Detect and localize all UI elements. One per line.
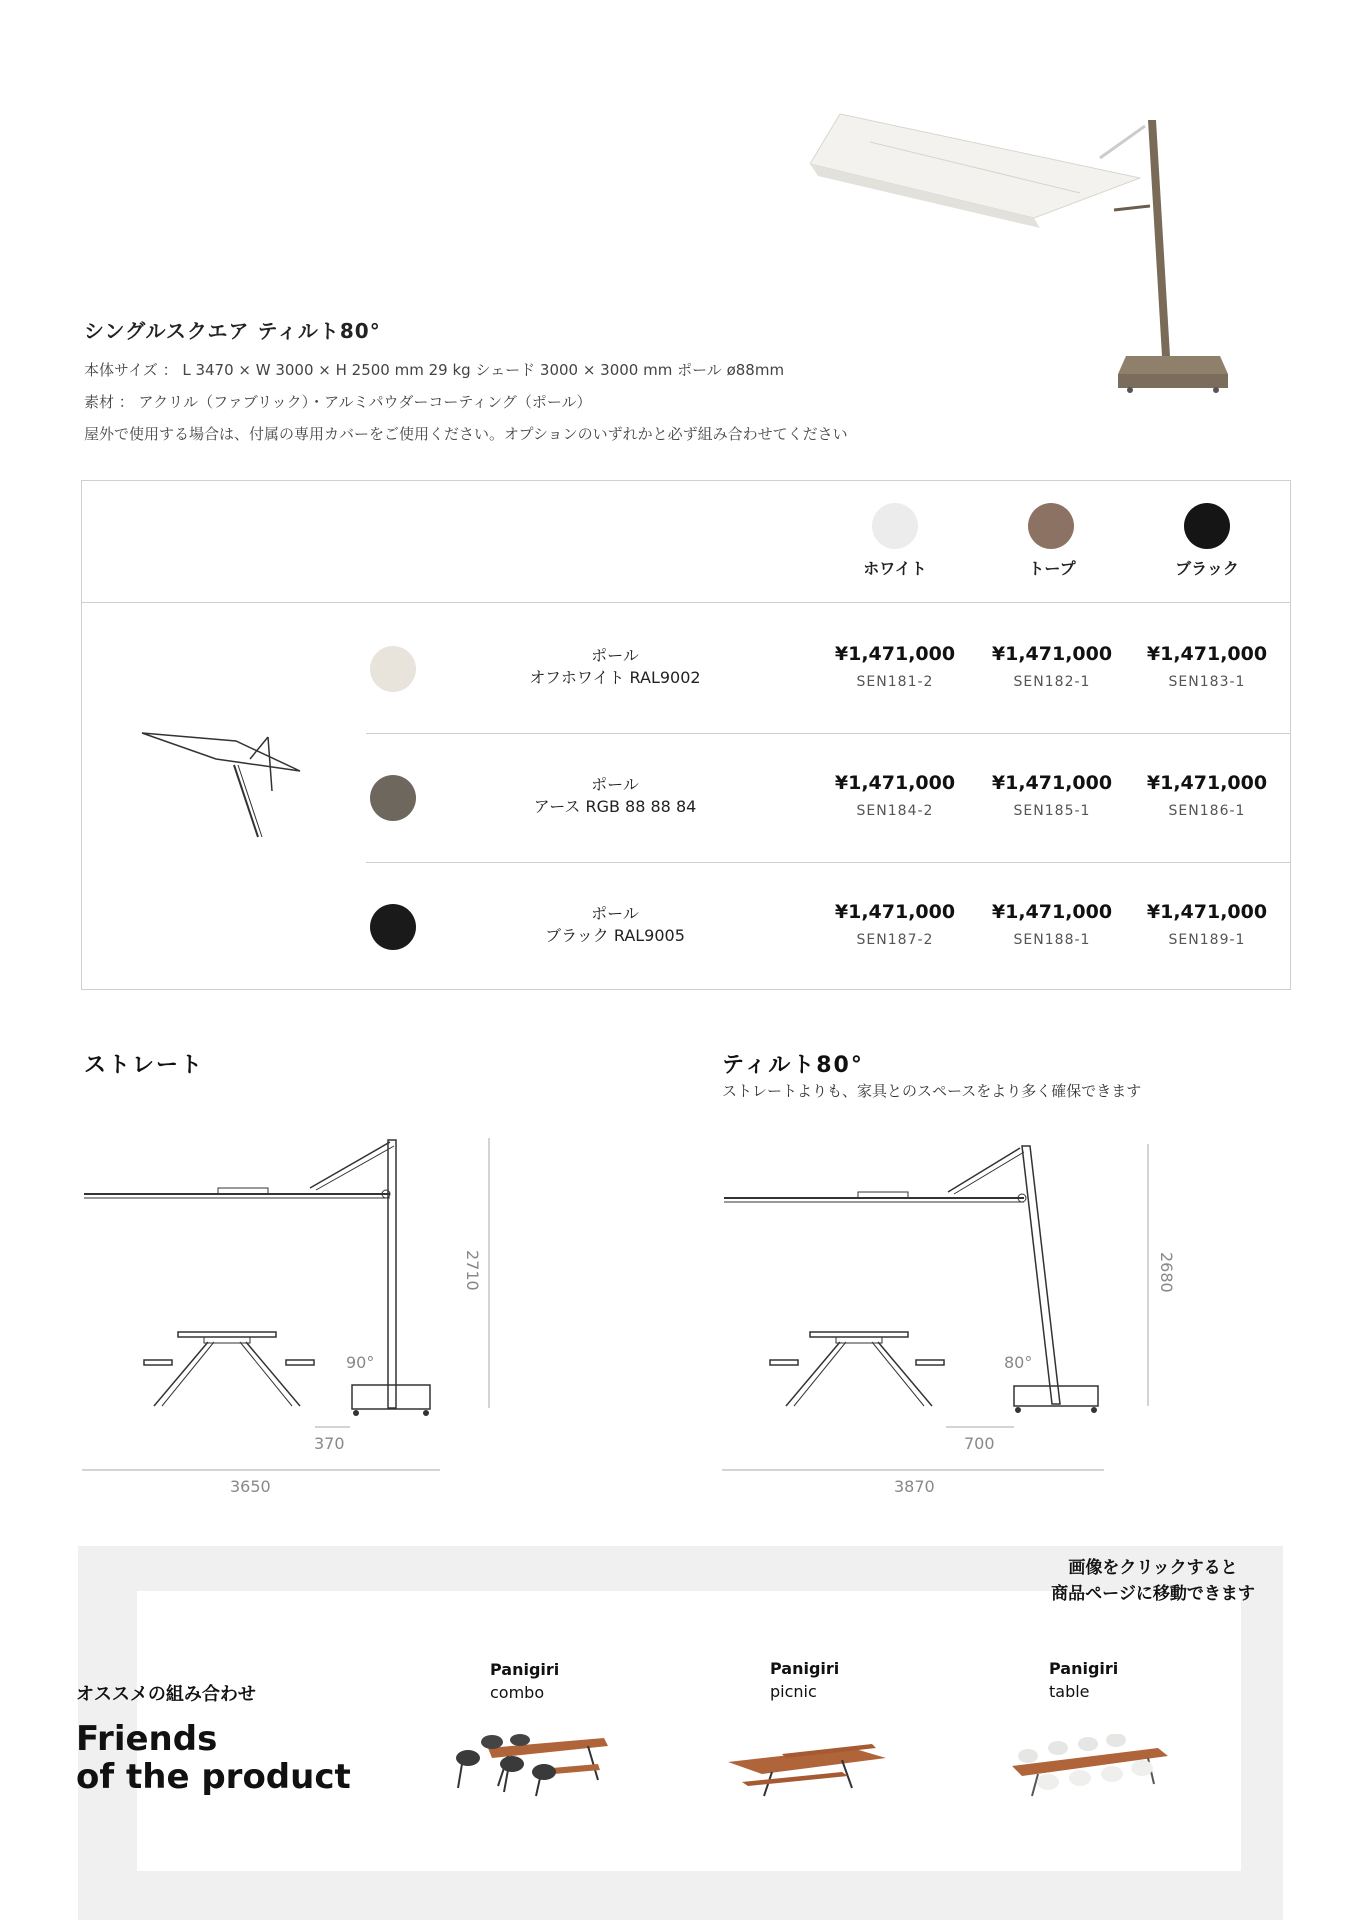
tilt-subtitle: ストレートよりも、家具とのスペースをより多く確保できます [722, 1082, 1142, 1100]
friend-item-picnic[interactable] [770, 1659, 839, 1701]
friend-item-name: Panigiri [490, 1660, 560, 1679]
umbrella-line-drawing [140, 731, 320, 841]
friend-item-type: picnic [770, 1682, 817, 1701]
pole-label: ポール [591, 775, 639, 794]
pole-swatch-offwhite [370, 646, 416, 692]
straight-width-label: 3650 [230, 1477, 271, 1496]
tilt-title: ティルト80° [722, 1053, 864, 1078]
column-header-black: ブラック [1175, 559, 1239, 578]
table-divider [366, 733, 1290, 734]
friend-item-name: Panigiri [1049, 1659, 1119, 1678]
column-header-white: ホワイト [863, 559, 927, 578]
friend-item-table[interactable] [1049, 1659, 1118, 1701]
pole-swatch-earth [370, 775, 416, 821]
price-cell: ¥1,471,000 [834, 772, 956, 794]
friends-title [76, 1720, 351, 1796]
friend-item-combo[interactable] [490, 1660, 559, 1702]
pole-name-earth [485, 774, 745, 818]
product-code: SEN182-1 [1013, 674, 1091, 690]
price-cell: ¥1,471,000 [1146, 643, 1268, 665]
price-cell: ¥1,471,000 [1146, 772, 1268, 794]
tilt-width-label: 3870 [894, 1477, 935, 1496]
shade-swatch-taupe [1028, 503, 1074, 549]
shade-swatch-black [1184, 503, 1230, 549]
friend-item-name: Panigiri [770, 1659, 840, 1678]
product-usage-note: 屋外で使用する場合は、付属の専用カバーをご使用ください。オプションのいずれかと必ず組み合わせてください [84, 425, 848, 443]
tilt-offset-label: 700 [964, 1434, 995, 1453]
table-divider [82, 602, 1290, 603]
friend-item-type: combo [490, 1683, 545, 1702]
panigiri-table-image[interactable] [1008, 1734, 1173, 1800]
product-code: SEN186-1 [1168, 803, 1246, 819]
straight-angle-label: 90° [346, 1353, 375, 1372]
product-material: 素材 ： アクリル（ファブリック）・アルミパウダーコーティング（ポール） [84, 393, 592, 411]
product-code: SEN187-2 [856, 932, 934, 948]
product-code: SEN183-1 [1168, 674, 1246, 690]
product-code: SEN189-1 [1168, 932, 1246, 948]
friends-title-line2: of the product [76, 1757, 351, 1797]
click-note-line1: 画像をクリックすると [1068, 1558, 1238, 1578]
straight-dimension-diagram [80, 1130, 520, 1495]
product-dimensions: 本体サイズ ： L 3470 × W 3000 × H 2500 mm 29 kg シェード 3000 × 3000 mm ポール ø88mm [84, 361, 785, 379]
pole-color-name: オフホワイト RAL9002 [529, 668, 701, 687]
product-code: SEN181-2 [856, 674, 934, 690]
pole-name-black [485, 903, 745, 947]
tilt-dimension-diagram [718, 1140, 1158, 1495]
pole-label: ポール [591, 646, 639, 665]
straight-title: ストレート [84, 1053, 205, 1078]
pole-name-offwhite [485, 645, 745, 689]
pole-color-name: ブラック RAL9005 [545, 926, 685, 945]
straight-height-label: 2710 [463, 1250, 482, 1291]
pole-swatch-black [370, 904, 416, 950]
price-cell: ¥1,471,000 [991, 901, 1113, 923]
column-header-taupe: トープ [1028, 559, 1076, 578]
tilt-height-label: 2680 [1157, 1252, 1176, 1293]
price-cell: ¥1,471,000 [991, 643, 1113, 665]
pole-label: ポール [591, 904, 639, 923]
tilt-angle-label: 80° [1004, 1353, 1033, 1372]
friends-title-line1: Friends [76, 1719, 218, 1759]
pole-color-name: アース RGB 88 88 84 [533, 797, 697, 816]
product-code: SEN184-2 [856, 803, 934, 819]
product-code: SEN185-1 [1013, 803, 1091, 819]
panigiri-combo-image[interactable] [448, 1728, 608, 1798]
recommend-label: オススメの組み合わせ [76, 1684, 256, 1705]
price-cell: ¥1,471,000 [1146, 901, 1268, 923]
panigiri-picnic-image[interactable] [722, 1740, 892, 1800]
product-title: シングルスクエア ティルト80° [84, 319, 381, 343]
click-note [1023, 1555, 1283, 1607]
product-hero-image [810, 78, 1275, 410]
price-table [81, 480, 1291, 990]
click-note-line2: 商品ページに移動できます [1051, 1584, 1255, 1604]
price-cell: ¥1,471,000 [834, 901, 956, 923]
shade-swatch-white [872, 503, 918, 549]
friend-item-type: table [1049, 1682, 1090, 1701]
price-cell: ¥1,471,000 [834, 643, 956, 665]
price-cell: ¥1,471,000 [991, 772, 1113, 794]
table-divider [366, 862, 1290, 863]
straight-offset-label: 370 [314, 1434, 345, 1453]
product-code: SEN188-1 [1013, 932, 1091, 948]
